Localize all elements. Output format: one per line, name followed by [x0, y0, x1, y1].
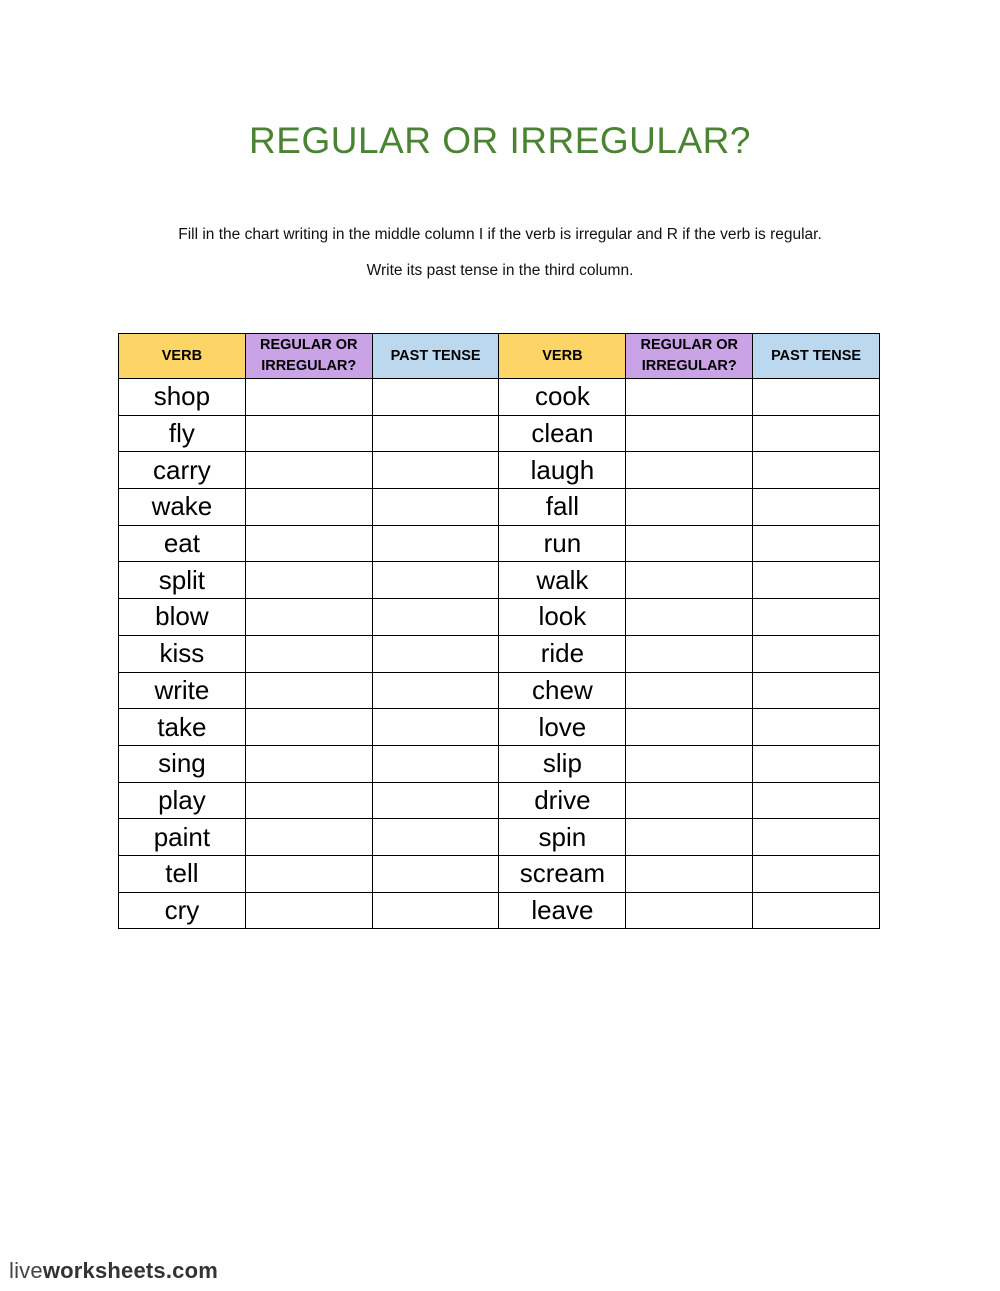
regular-answer-right[interactable]	[626, 452, 753, 489]
verb-left: eat	[119, 525, 246, 562]
regular-answer-right[interactable]	[626, 562, 753, 599]
logo-live: live	[9, 1258, 43, 1283]
regular-answer-left[interactable]	[245, 892, 372, 929]
past-tense-answer-right[interactable]	[753, 452, 880, 489]
verb-right: clean	[499, 415, 626, 452]
past-tense-answer-right[interactable]	[753, 892, 880, 929]
verb-left: split	[119, 562, 246, 599]
table-row	[119, 819, 880, 856]
regular-answer-right[interactable]	[626, 855, 753, 892]
regular-answer-right[interactable]	[626, 635, 753, 672]
verb-right: fall	[499, 489, 626, 526]
table-row	[119, 525, 880, 562]
verb-right: chew	[499, 672, 626, 709]
past-tense-answer-right[interactable]	[753, 855, 880, 892]
past-tense-answer-left[interactable]	[372, 635, 499, 672]
verb-right: drive	[499, 782, 626, 819]
past-tense-answer-right[interactable]	[753, 745, 880, 782]
table-row	[119, 782, 880, 819]
regular-answer-left[interactable]	[245, 489, 372, 526]
verb-chart	[118, 333, 880, 929]
regular-answer-right[interactable]	[626, 782, 753, 819]
regular-answer-left[interactable]	[245, 415, 372, 452]
regular-answer-left[interactable]	[245, 672, 372, 709]
past-tense-answer-right[interactable]	[753, 599, 880, 636]
past-tense-answer-right[interactable]	[753, 819, 880, 856]
header-row	[119, 334, 880, 379]
past-tense-answer-left[interactable]	[372, 599, 499, 636]
table-row	[119, 599, 880, 636]
verb-right: laugh	[499, 452, 626, 489]
regular-answer-right[interactable]	[626, 745, 753, 782]
table-row	[119, 892, 880, 929]
past-tense-answer-right[interactable]	[753, 379, 880, 416]
verb-left: tell	[119, 855, 246, 892]
table-row	[119, 855, 880, 892]
regular-answer-left[interactable]	[245, 379, 372, 416]
verb-left: cry	[119, 892, 246, 929]
past-tense-answer-right[interactable]	[753, 635, 880, 672]
verb-left: sing	[119, 745, 246, 782]
regular-answer-left[interactable]	[245, 782, 372, 819]
verb-right: leave	[499, 892, 626, 929]
verb-left: shop	[119, 379, 246, 416]
past-tense-answer-left[interactable]	[372, 855, 499, 892]
table-row	[119, 709, 880, 746]
verb-left: write	[119, 672, 246, 709]
regular-answer-left[interactable]	[245, 599, 372, 636]
verb-right: walk	[499, 562, 626, 599]
past-tense-answer-right[interactable]	[753, 782, 880, 819]
verb-right: slip	[499, 745, 626, 782]
regular-answer-right[interactable]	[626, 599, 753, 636]
past-tense-answer-left[interactable]	[372, 452, 499, 489]
verb-left: wake	[119, 489, 246, 526]
logo-suffix: .com	[165, 1258, 219, 1283]
verb-left: kiss	[119, 635, 246, 672]
past-tense-answer-left[interactable]	[372, 525, 499, 562]
verb-right: run	[499, 525, 626, 562]
past-tense-answer-left[interactable]	[372, 379, 499, 416]
regular-answer-left[interactable]	[245, 452, 372, 489]
regular-answer-right[interactable]	[626, 379, 753, 416]
past-tense-answer-right[interactable]	[753, 489, 880, 526]
regular-answer-right[interactable]	[626, 672, 753, 709]
header-past-left: PAST TENSE	[372, 334, 499, 379]
verb-left: blow	[119, 599, 246, 636]
header-verb-left: VERB	[119, 334, 246, 379]
past-tense-answer-right[interactable]	[753, 562, 880, 599]
past-tense-answer-left[interactable]	[372, 562, 499, 599]
table-row	[119, 489, 880, 526]
past-tense-answer-left[interactable]	[372, 415, 499, 452]
regular-answer-left[interactable]	[245, 525, 372, 562]
page-title: REGULAR OR IRREGULAR?	[249, 120, 751, 161]
table-row	[119, 415, 880, 452]
past-tense-answer-left[interactable]	[372, 819, 499, 856]
instruction-line-1: Fill in the chart writing in the middle column I if the verb is irregular and R if the verb is regular.	[178, 226, 822, 243]
table-row	[119, 672, 880, 709]
verb-right: spin	[499, 819, 626, 856]
verb-right: ride	[499, 635, 626, 672]
header-regular-left: REGULAR OR IRREGULAR?	[245, 334, 372, 379]
table-row	[119, 745, 880, 782]
instruction-line-2: Write its past tense in the third column.	[366, 262, 634, 279]
verb-right: scream	[499, 855, 626, 892]
verb-right: look	[499, 599, 626, 636]
regular-answer-right[interactable]	[626, 709, 753, 746]
past-tense-answer-right[interactable]	[753, 525, 880, 562]
regular-answer-right[interactable]	[626, 489, 753, 526]
regular-answer-left[interactable]	[245, 819, 372, 856]
regular-answer-left[interactable]	[245, 562, 372, 599]
verb-right: cook	[499, 379, 626, 416]
table-row	[119, 635, 880, 672]
table-row	[119, 452, 880, 489]
past-tense-answer-left[interactable]	[372, 892, 499, 929]
regular-answer-left[interactable]	[245, 855, 372, 892]
regular-answer-left[interactable]	[245, 709, 372, 746]
regular-answer-right[interactable]	[626, 892, 753, 929]
past-tense-answer-right[interactable]	[753, 415, 880, 452]
past-tense-answer-left[interactable]	[372, 672, 499, 709]
past-tense-answer-left[interactable]	[372, 709, 499, 746]
header-verb-right: VERB	[499, 334, 626, 379]
verb-left: take	[119, 709, 246, 746]
regular-answer-right[interactable]	[626, 415, 753, 452]
table-row	[119, 379, 880, 416]
past-tense-answer-right[interactable]	[753, 672, 880, 709]
table-row	[119, 562, 880, 599]
verb-left: paint	[119, 819, 246, 856]
verb-left: fly	[119, 415, 246, 452]
regular-answer-right[interactable]	[626, 525, 753, 562]
header-regular-right: REGULAR OR IRREGULAR?	[626, 334, 753, 379]
past-tense-answer-left[interactable]	[372, 782, 499, 819]
verb-left: carry	[119, 452, 246, 489]
past-tense-answer-left[interactable]	[372, 489, 499, 526]
past-tense-answer-right[interactable]	[753, 709, 880, 746]
header-past-right: PAST TENSE	[753, 334, 880, 379]
chart-body	[119, 379, 880, 929]
regular-answer-left[interactable]	[245, 745, 372, 782]
verb-left: play	[119, 782, 246, 819]
regular-answer-left[interactable]	[245, 635, 372, 672]
past-tense-answer-left[interactable]	[372, 745, 499, 782]
logo-worksheets: worksheets	[42, 1258, 166, 1283]
liveworksheets-logo	[9, 1258, 218, 1284]
regular-answer-right[interactable]	[626, 819, 753, 856]
verb-right: love	[499, 709, 626, 746]
